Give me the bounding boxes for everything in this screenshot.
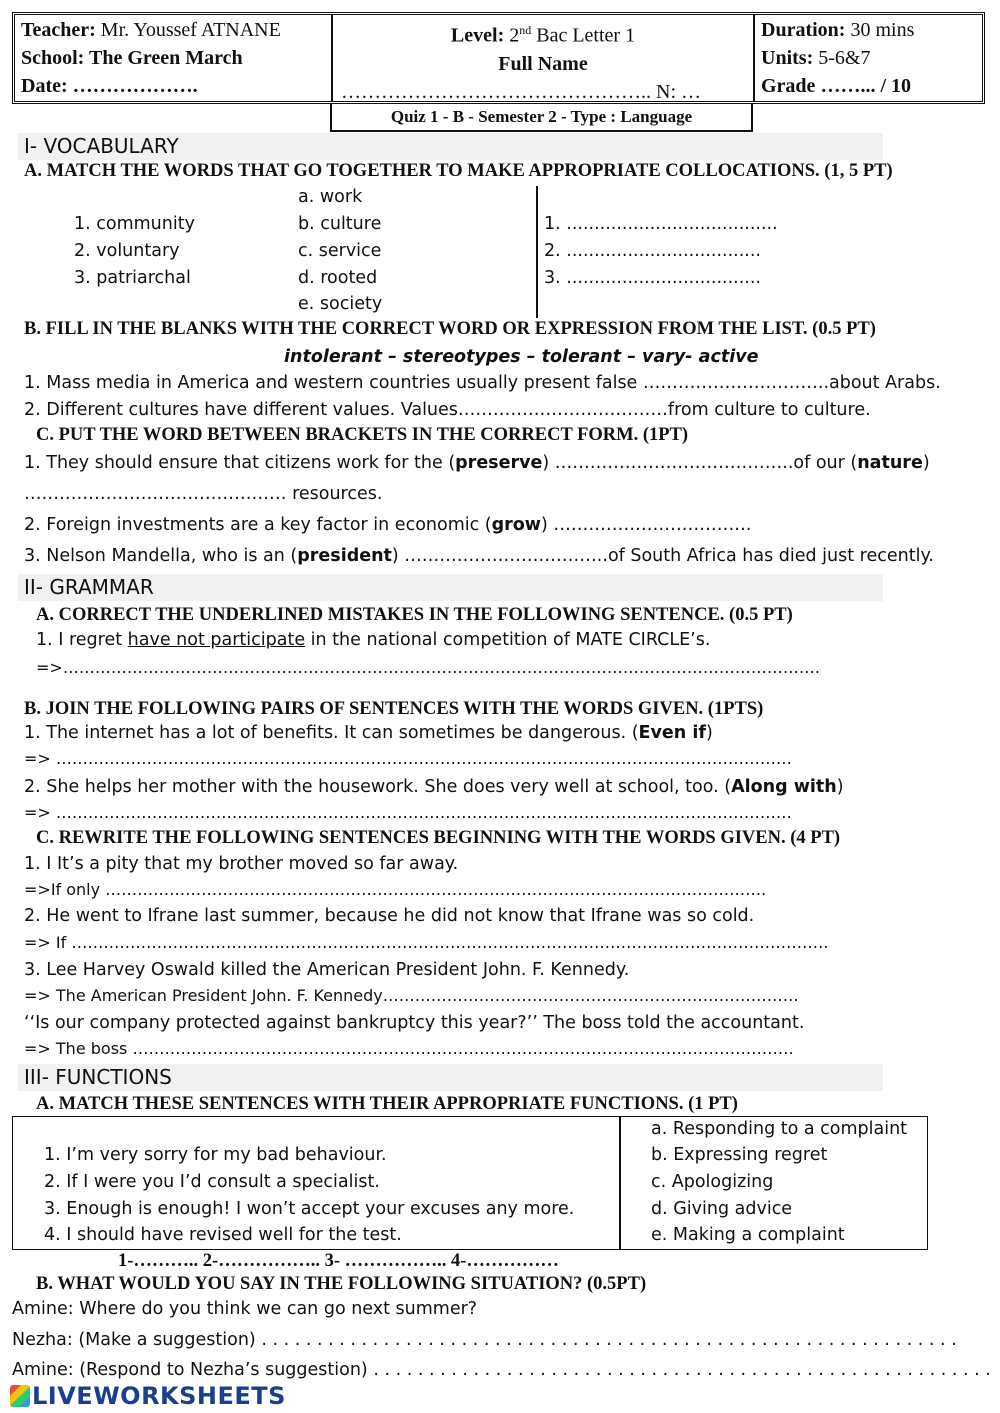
grammar-b-sentence-2: 2. She helps her mother with the housework. She does very well at school, too. (Along with): [24, 777, 844, 797]
vocab-a-instruction: A. MATCH THE WORDS THAT GO TOGETHER TO MAKE APPROPRIATE COLLOCATIONS. (1, 5 PT): [24, 161, 893, 181]
quiz-title: Quiz 1 - B - Semester 2 - Type : Language: [330, 104, 753, 132]
grammar-b-answer-2[interactable]: => …………………………………………………………………………………………………………………………: [24, 803, 792, 822]
vocab-c-instruction: C. PUT THE WORD BETWEEN BRACKETS IN THE CORRECT FORM. (1PT): [36, 425, 689, 445]
teacher-value: Mr. Youssef ATNANE: [95, 19, 281, 41]
vocab-right-b: b. culture: [298, 214, 382, 234]
vocab-left-2: 2. voluntary: [74, 241, 180, 261]
grade-value: ……... / 10: [815, 75, 911, 97]
vocab-answer-2[interactable]: 2. ...................................: [544, 241, 761, 261]
school-value: The Green March: [84, 47, 243, 69]
date-line: [15, 72, 331, 100]
school-line: [15, 44, 331, 72]
grammar-c-answer-1[interactable]: =>If only …………………………………………………………………………………………………………….: [24, 880, 767, 899]
duration-value: 30 mins: [845, 19, 915, 41]
liveworksheets-logo: [10, 1382, 286, 1410]
grammar-c-answer-3[interactable]: => The American President John. F. Kennedy……………………………………………………………………: [24, 986, 799, 1005]
header-teacher-cell: [15, 15, 331, 101]
functions-option-c: c. Apologizing: [651, 1172, 774, 1192]
grammar-b-sentence-1: 1. The internet has a lot of benefits. It can sometimes be dangerous. (Even if): [24, 723, 713, 743]
dialogue-line-1: Amine: Where do you think we can go next summer?: [12, 1299, 478, 1319]
header-level-cell: [331, 15, 755, 101]
level-value-post: Bac Letter 1: [531, 24, 636, 47]
functions-table-divider: [619, 1117, 621, 1249]
vocab-c-sentence-1[interactable]: 1. They should ensure that citizens work for the (preserve) …………………………………..of our (nature): [24, 453, 930, 473]
functions-sentence-1: 1. I’m very sorry for my bad behaviour.: [44, 1145, 387, 1165]
vocab-answer-1[interactable]: 1. ......................................: [544, 214, 778, 234]
logo-text: LIVEWORKSHEETS: [32, 1382, 286, 1410]
functions-sentence-2: 2. If I were you I’d consult a specialist.: [44, 1172, 380, 1192]
level-label: Level:: [450, 24, 505, 47]
underlined-mistake: have not participate: [127, 630, 306, 650]
vocab-right-e: e. society: [298, 294, 383, 314]
duration-label: Duration:: [761, 19, 846, 41]
grammar-a-sentence: 1. I regret have not participate in the national competition of MATE CIRCLE’s.: [36, 630, 711, 650]
vocab-divider: [536, 186, 538, 318]
vocab-left-3: 3. patriarchal: [74, 268, 191, 288]
school-label: School:: [21, 47, 85, 69]
functions-sentence-3: 3. Enough is enough! I won’t accept your excuses any more.: [44, 1199, 575, 1219]
date-value[interactable]: ……………….: [67, 75, 198, 97]
functions-option-d: d. Giving advice: [651, 1199, 793, 1219]
header-duration-cell: [755, 15, 982, 101]
date-label: Date:: [21, 75, 68, 97]
vocab-b-sentence-2[interactable]: 2. Different cultures have different values. Values………………………………from culture to culture.: [24, 400, 871, 420]
grammar-b-answer-1[interactable]: => …………………………………………………………………………………………………………………………: [24, 749, 792, 768]
vocab-b-instruction: B. FILL IN THE BLANKS WITH THE CORRECT WORD OR EXPRESSION FROM THE LIST. (0.5 PT): [24, 319, 876, 339]
grammar-c-sentence-4: ‘‘Is our company protected against bankruptcy this year?’’ The boss told the accountant.: [24, 1013, 805, 1033]
functions-option-a: a. Responding to a complaint: [651, 1119, 908, 1139]
grammar-b-instruction: B. JOIN THE FOLLOWING PAIRS OF SENTENCES WITH THE WORDS GIVEN. (1PTS): [24, 699, 764, 719]
vocab-answer-3[interactable]: 3. ...................................: [544, 268, 761, 288]
section-functions: III- FUNCTIONS: [18, 1064, 883, 1091]
functions-sentence-4: 4. I should have revised well for the test.: [44, 1225, 402, 1245]
vocab-right-a: a. work: [298, 187, 363, 207]
level-line: [333, 15, 753, 50]
vocab-right-d: d. rooted: [298, 268, 378, 288]
grammar-c-sentence-3: 3. Lee Harvey Oswald killed the American President John. F. Kennedy.: [24, 960, 630, 980]
vocab-b-sentence-1[interactable]: 1. Mass media in America and western countries usually present false …………………………..about Arabs.: [24, 373, 941, 393]
section-vocabulary: I- VOCABULARY: [18, 133, 883, 160]
grade-label: Grade: [761, 75, 816, 97]
vocab-right-c: c. service: [298, 241, 382, 261]
liveworksheets-icon: [10, 1385, 30, 1407]
section-grammar: II- GRAMMAR: [18, 574, 883, 601]
functions-a-instruction: A. MATCH THESE SENTENCES WITH THEIR APPROPRIATE FUNCTIONS. (1 PT): [36, 1094, 738, 1114]
fullname-blank[interactable]: ……………………………………….. N: …: [341, 80, 701, 103]
vocab-left-1: 1. community: [74, 214, 195, 234]
fullname-text: Full Name: [498, 52, 588, 75]
grammar-c-sentence-1: 1. I It’s a pity that my brother moved so far away.: [24, 854, 459, 874]
dialogue-line-3[interactable]: Amine: (Respond to Nezha’s suggestion) . . . . . . . . . . . . . . . . . . . . . . . . . . . . . . . . . . . . . . . . . . . . . . . . . . . . . . . .: [12, 1360, 991, 1380]
grammar-c-answer-4[interactable]: => The boss …………………………………………………………………………………………………………….: [24, 1039, 794, 1058]
duration-line: [755, 15, 982, 44]
functions-b-instruction: B. WHAT WOULD YOU SAY IN THE FOLLOWING SITUATION? (0.5PT): [36, 1274, 647, 1294]
functions-option-b: b. Expressing regret: [651, 1145, 828, 1165]
level-sup: nd: [519, 23, 532, 37]
header-table: [12, 12, 985, 104]
dialogue-line-2[interactable]: Nezha: (Make a suggestion) . . . . . . . . . . . . . . . . . . . . . . . . . . . . . . . . . . . . . . . . . . . . . . . . . . . . . . . . . . . . . . .: [12, 1330, 957, 1350]
vocab-c-sentence-1-line-2[interactable]: ……………………………………… resources.: [24, 484, 383, 504]
vocab-c-sentence-2[interactable]: 2. Foreign investments are a key factor in economic (grow) …………………………….: [24, 515, 752, 535]
grammar-a-instruction: A. CORRECT THE UNDERLINED MISTAKES IN THE FOLLOWING SENTENCE. (0.5 PT): [36, 605, 793, 625]
fullname-label: [333, 50, 753, 78]
units-line: [755, 44, 982, 72]
level-value: 2: [504, 24, 520, 47]
units-value: 5-6&7: [813, 47, 871, 69]
vocab-b-word-list: intolerant – stereotypes – tolerant – vary- active: [284, 347, 759, 367]
grammar-c-answer-2[interactable]: => If …………………………………………………………………………………………………………………………….: [24, 933, 829, 952]
units-label: Units:: [761, 47, 814, 69]
functions-answers[interactable]: 1-……….. 2-…………….. 3- …………….. 4-……………: [118, 1251, 559, 1271]
vocab-c-sentence-3[interactable]: 3. Nelson Mandella, who is an (president) ……………………………..of South Africa has died just recently.: [24, 546, 934, 566]
grammar-c-instruction: C. REWRITE THE FOLLOWING SENTENCES BEGINNING WITH THE WORDS GIVEN. (4 PT): [36, 828, 841, 848]
teacher-line: [15, 15, 331, 44]
functions-option-e: e. Making a complaint: [651, 1225, 845, 1245]
grade-line: [755, 72, 982, 100]
grammar-a-answer[interactable]: =>…………………………………………………………………………………………………………………………….: [36, 658, 820, 677]
grammar-c-sentence-2: 2. He went to Ifrane last summer, because he did not know that Ifrane was so cold.: [24, 906, 755, 926]
teacher-label: Teacher:: [21, 19, 96, 41]
